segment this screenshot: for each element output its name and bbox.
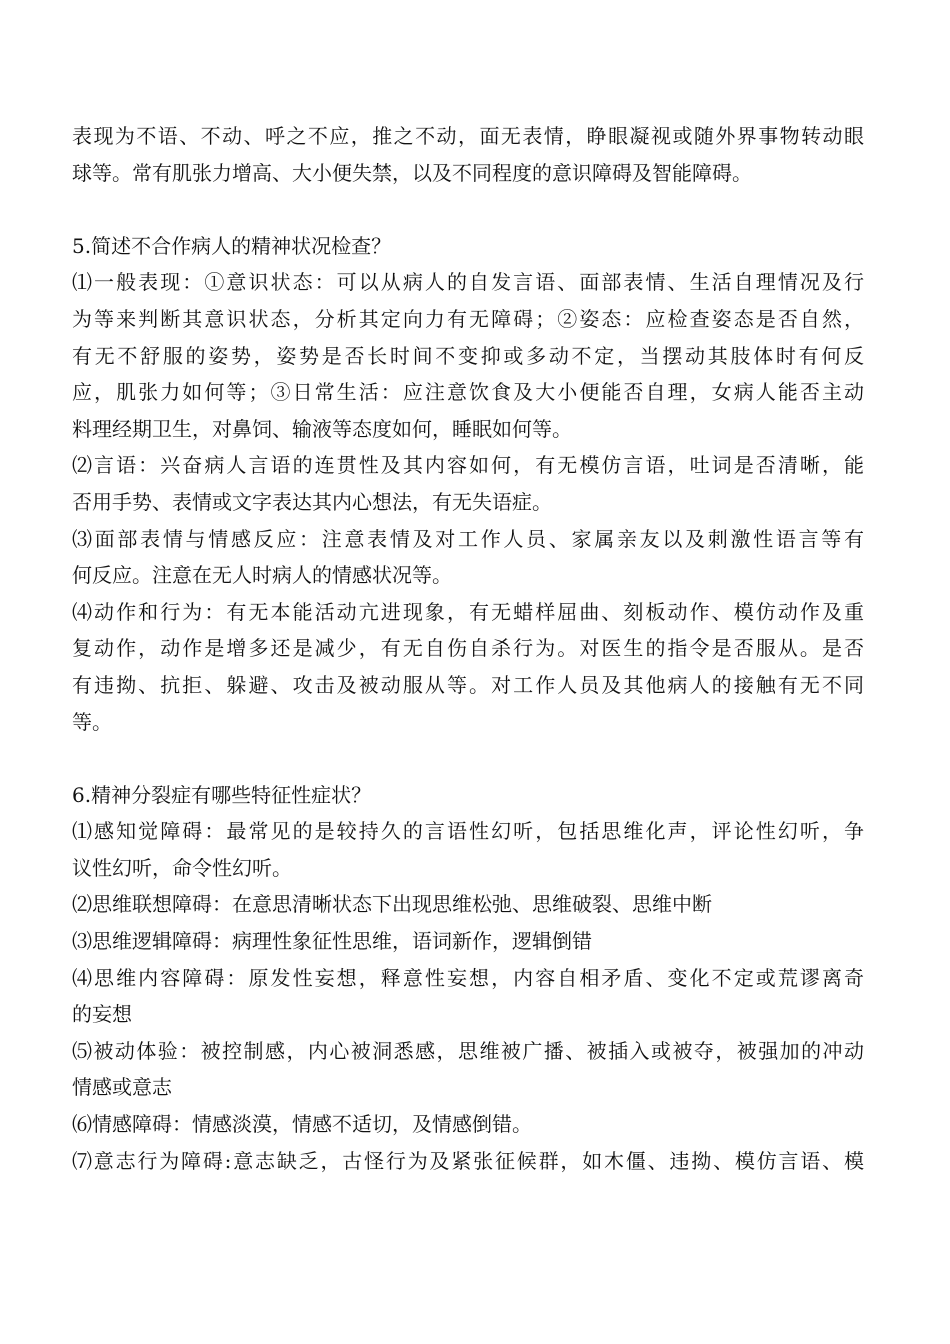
q6-p2-line: ⑵思维联想障碍：在意思清晰状态下出现思维松弛、思维破裂、思维中断 xyxy=(72,892,712,917)
q5-p4-line: 有违拗、抗拒、躲避、攻击及被动服从等。对工作人员及其他病人的接触有无不同 xyxy=(72,672,864,697)
q5-p1-line: 有无不舒服的姿势，姿势是否长时间不变抑或多动不定，当摆动其肢体时有何反 xyxy=(72,343,864,368)
q5-p2-line: 否用手势、表情或文字表达其内心想法，有无失语症。 xyxy=(72,489,552,514)
paragraph-spacer xyxy=(72,740,864,777)
q6-p5-line: ⑸被动体验：被控制感，内心被洞悉感，思维被广播、被插入或被夺，被强加的冲动 xyxy=(72,1038,864,1063)
q6-p1-line: ⑴感知觉障碍：最常见的是较持久的言语性幻听，包括思维化声，评论性幻听，争 xyxy=(72,819,864,844)
q6-p4-line: ⑷思维内容障碍：原发性妄想，释意性妄想，内容自相矛盾、变化不定或荒谬离奇 xyxy=(72,965,864,990)
q5-p3-line: 何反应。注意在无人时病人的情感状况等。 xyxy=(72,563,452,588)
q5-p3-line: ⑶面部表情与情感反应：注意表情及对工作人员、家属亲友以及刺激性语言等有 xyxy=(72,526,864,551)
q5-title: 5.简述不合作病人的精神状况检查？ xyxy=(72,233,392,258)
q5-p4-line: ⑷动作和行为：有无本能活动亢进现象，有无蜡样屈曲、刻板动作、模仿动作及重 xyxy=(72,599,864,624)
q6-p1-line: 议性幻听，命令性幻听。 xyxy=(72,855,292,880)
q5-p1-line: 应，肌张力如何等；③日常生活：应注意饮食及大小便能否自理，女病人能否主动 xyxy=(72,380,864,405)
q6-title: 6.精神分裂症有哪些特征性症状？ xyxy=(72,782,372,807)
intro-line: 球等。常有肌张力增高、大小便失禁，以及不同程度的意识障碍及智能障碍。 xyxy=(72,160,752,185)
q5-p2-line: ⑵言语：兴奋病人言语的连贯性及其内容如何，有无模仿言语，吐词是否清晰，能 xyxy=(72,453,864,478)
q5-p1-line: ⑴一般表现：①意识状态：可以从病人的自发言语、面部表情、生活自理情况及行 xyxy=(72,270,864,295)
q5-p1-line: 料理经期卫生，对鼻饲、输液等态度如何，睡眠如何等。 xyxy=(72,416,572,441)
intro-line: 表现为不语、不动、呼之不应，推之不动，面无表情，睁眼凝视或随外界事物转动眼 xyxy=(72,124,864,148)
document-body xyxy=(72,118,864,1179)
q5-p4-line: 等。 xyxy=(72,709,112,734)
q6-p5-line: 情感或意志 xyxy=(72,1075,172,1100)
q6-p4-line: 的妄想 xyxy=(72,1002,132,1027)
q6-p3-line: ⑶思维逻辑障碍：病理性象征性思维，语词新作，逻辑倒错 xyxy=(72,929,592,954)
q5-p4-line: 复动作，动作是增多还是减少，有无自伤自杀行为。对医生的指令是否服从。是否 xyxy=(72,636,864,661)
q6-p6-line: ⑹情感障碍：情感淡漠，情感不适切，及情感倒错。 xyxy=(72,1112,532,1137)
paragraph-spacer xyxy=(72,191,864,228)
q5-p1-line: 为等来判断其意识状态，分析其定向力有无障碍；②姿态：应检查姿态是否自然， xyxy=(72,306,864,331)
q6-p7-line: ⑺意志行为障碍:意志缺乏，古怪行为及紧张征候群，如木僵、违拗、模仿言语、模 xyxy=(72,1148,864,1173)
